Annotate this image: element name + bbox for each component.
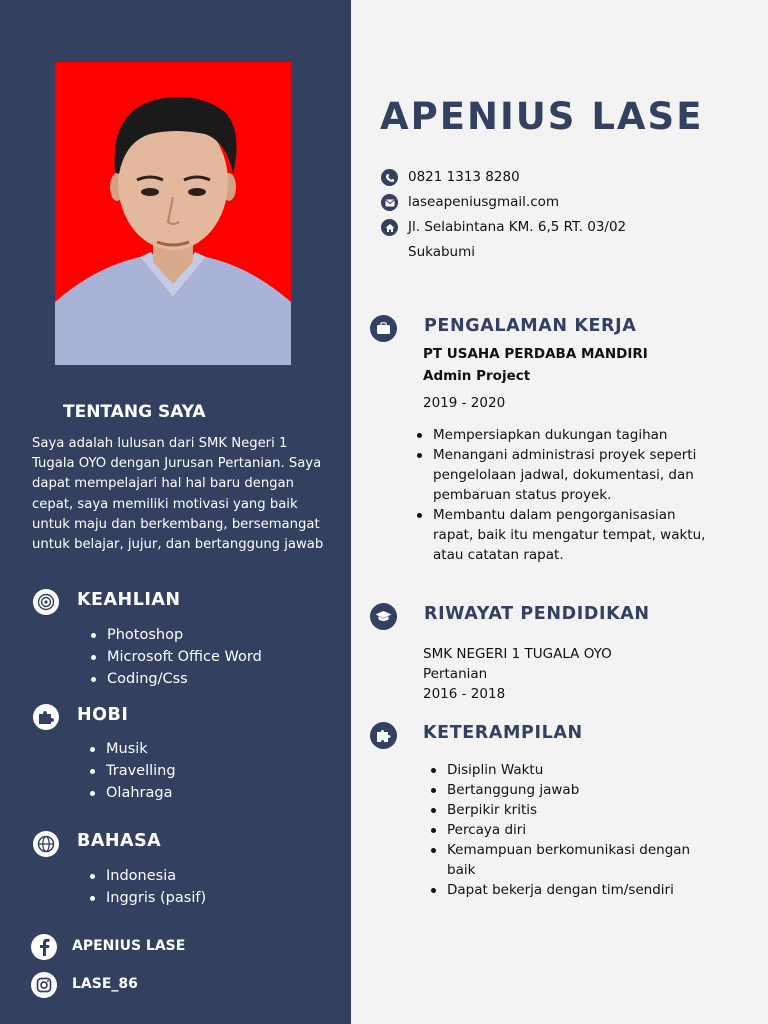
home-icon — [381, 219, 398, 236]
facebook-icon[interactable] — [31, 934, 57, 960]
list-item: Musik — [86, 738, 176, 760]
email-address[interactable]: laseapeniusgmail.com — [408, 194, 560, 210]
abilities-list — [429, 760, 719, 900]
graduation-cap-icon — [370, 603, 397, 630]
skills-title: KEAHLIAN — [77, 590, 181, 610]
list-item: Kemampuan berkomunikasi dengan baik — [429, 840, 719, 880]
languages-title: BAHASA — [77, 831, 162, 851]
list-item: Percaya diri — [429, 820, 719, 840]
address-line2: Sukabumi — [408, 244, 476, 260]
person-portrait — [55, 62, 291, 365]
facebook-name[interactable]: APENIUS LASE — [72, 938, 186, 954]
target-icon — [33, 589, 59, 615]
list-item: Menangani administrasi proyek seperti pengelolaan jadwal, dokumentasi, dan pembaruan status proyek. — [415, 445, 720, 505]
about-text: Saya adalah lulusan dari SMK Negeri 1 Tugala OYO dengan Jurusan Pertanian. Saya dapat mempelajari hal hal baru dengan cepat, saya memiliki motivasi yang baik untuk maju dan berkembang, bersemangat untuk belajar, jujur, dan bertanggung jawab — [32, 436, 324, 553]
list-item: Dapat bekerja dengan tim/sendiri — [429, 880, 719, 900]
hobbies-list — [86, 738, 176, 804]
list-item: Inggris (pasif) — [86, 887, 206, 909]
school-period: 2016 - 2018 — [423, 686, 506, 702]
phone-number[interactable]: 0821 1313 8280 — [408, 169, 520, 185]
puzzle-icon — [370, 722, 397, 749]
list-item: Bertanggung jawab — [429, 780, 719, 800]
school-name: SMK NEGERI 1 TUGALA OYO — [423, 646, 612, 662]
abilities-title: KETERAMPILAN — [423, 723, 583, 743]
list-item: Disiplin Waktu — [429, 760, 719, 780]
phone-icon — [381, 169, 398, 186]
list-item: Olahraga — [86, 782, 176, 804]
list-item: Membantu dalam pengorganisasian rapat, baik itu mengatur tempat, waktu, atau catatan rapat. — [415, 505, 720, 565]
instagram-name[interactable]: LASE_86 — [72, 976, 138, 992]
list-item: Indonesia — [86, 865, 206, 887]
education-title: RIWAYAT PENDIDIKAN — [424, 604, 650, 624]
profile-photo — [55, 62, 291, 365]
puzzle-icon — [33, 704, 59, 730]
skills-list — [87, 624, 262, 690]
list-item: Photoshop — [87, 624, 262, 646]
school-major: Pertanian — [423, 666, 488, 682]
job-period: 2019 - 2020 — [423, 395, 506, 411]
sidebar — [0, 0, 351, 1024]
email-icon — [381, 194, 398, 211]
address-line1: Jl. Selabintana KM. 6,5 RT. 03/02 — [408, 219, 627, 235]
job-role: Admin Project — [423, 368, 531, 384]
experience-title: PENGALAMAN KERJA — [424, 316, 637, 336]
list-item: Microsoft Office Word — [87, 646, 262, 668]
list-item: Travelling — [86, 760, 176, 782]
full-name: APENIUS LASE — [380, 95, 704, 138]
experience-list — [415, 425, 720, 565]
list-item: Mempersiapkan dukungan tagihan — [415, 425, 720, 445]
instagram-icon[interactable] — [31, 972, 57, 998]
list-item: Coding/Css — [87, 668, 262, 690]
company-name: PT USAHA PERDABA MANDIRI — [423, 346, 648, 362]
globe-icon — [33, 831, 59, 857]
list-item: Berpikir kritis — [429, 800, 719, 820]
about-title: TENTANG SAYA — [63, 402, 206, 422]
hobbies-title: HOBI — [77, 705, 129, 725]
languages-list — [86, 865, 206, 909]
briefcase-icon — [370, 315, 397, 342]
